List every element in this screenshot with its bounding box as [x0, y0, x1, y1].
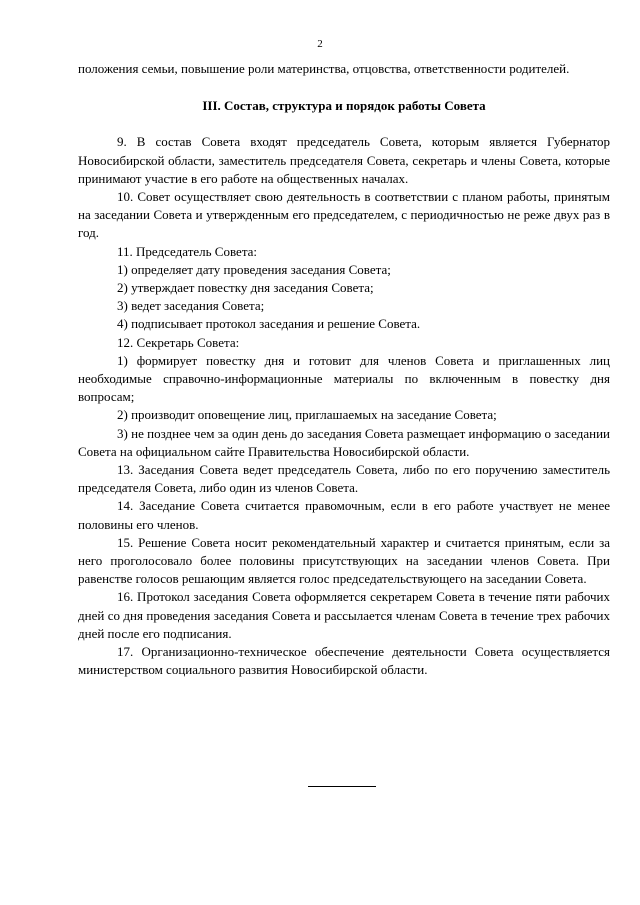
- list-item-11-4: 4) подписывает протокол заседания и решение Совета.: [117, 316, 421, 332]
- page-number: 2: [317, 38, 323, 50]
- list-item-11-2: 2) утверждает повестку дня заседания Совета;: [117, 280, 374, 296]
- paragraph-11: 11. Председатель Совета:: [117, 243, 258, 259]
- continuation-paragraph: положения семьи, повышение роли материнства, отцовства, ответственности родителей.: [78, 61, 570, 76]
- list-item-12-3: 3) не позднее чем за один день до заседания Совета размещает информацию о заседании Совета на официальном сайте Правительства Новосибирской области.: [78, 425, 610, 459]
- paragraph-17: 17. Организационно-техническое обеспечение деятельности Совета осуществляется министерством социального развития Новосибирской области.: [78, 644, 610, 678]
- paragraph-12: 12. Секретарь Совета:: [117, 334, 240, 350]
- paragraph-13: 13. Заседания Совета ведет председатель Совета, либо по его поручению заместитель председателя Совета, либо один из членов Совета.: [78, 462, 610, 496]
- paragraph-15: 15. Решение Совета носит рекомендательный характер и считается принятым, если за него проголосовало более половины присутствующих на заседании членов Совета. При равенстве голосов решающим является голос председательствующего на заседании Совета.: [78, 534, 610, 587]
- list-item-11-1: 1) определяет дату проведения заседания Совета;: [117, 261, 391, 277]
- paragraph-14: 14. Заседание Совета считается правомочным, если в его работе участвует не менее половины его членов.: [78, 498, 610, 532]
- paragraph-9: 9. В состав Совета входят председатель Совета, которым является Губернатор Новосибирской области, заместитель председателя Совета, секретарь и члены Совета, которые принимают участие в его работе на общественных началах.: [78, 134, 610, 186]
- end-divider: [308, 786, 376, 787]
- paragraph-10: 10. Совет осуществляет свою деятельность в соответствии с планом работы, принятым на заседании Совета и утвержденным его председателем, с периодичностью не реже двух раз в год.: [78, 189, 610, 241]
- paragraph-16: 16. Протокол заседания Совета оформляется секретарем Совета в течение пяти рабочих дней со дня проведения заседания Совета и рассылается членам Совета в течение трех рабочих дней после его подписания.: [78, 589, 610, 641]
- list-item-11-3: 3) ведет заседания Совета;: [117, 298, 265, 314]
- document-body: [78, 60, 610, 680]
- section-heading: III. Состав, структура и порядок работы Совета: [202, 98, 486, 114]
- list-item-12-1: 1) формирует повестку дня и готовит для членов Совета и приглашенных лиц необходимые справочно-информационные материалы по включенным в повестку дня вопросам;: [78, 352, 610, 405]
- list-item-12-2: 2) производит оповещение лиц, приглашаемых на заседание Совета;: [117, 407, 497, 423]
